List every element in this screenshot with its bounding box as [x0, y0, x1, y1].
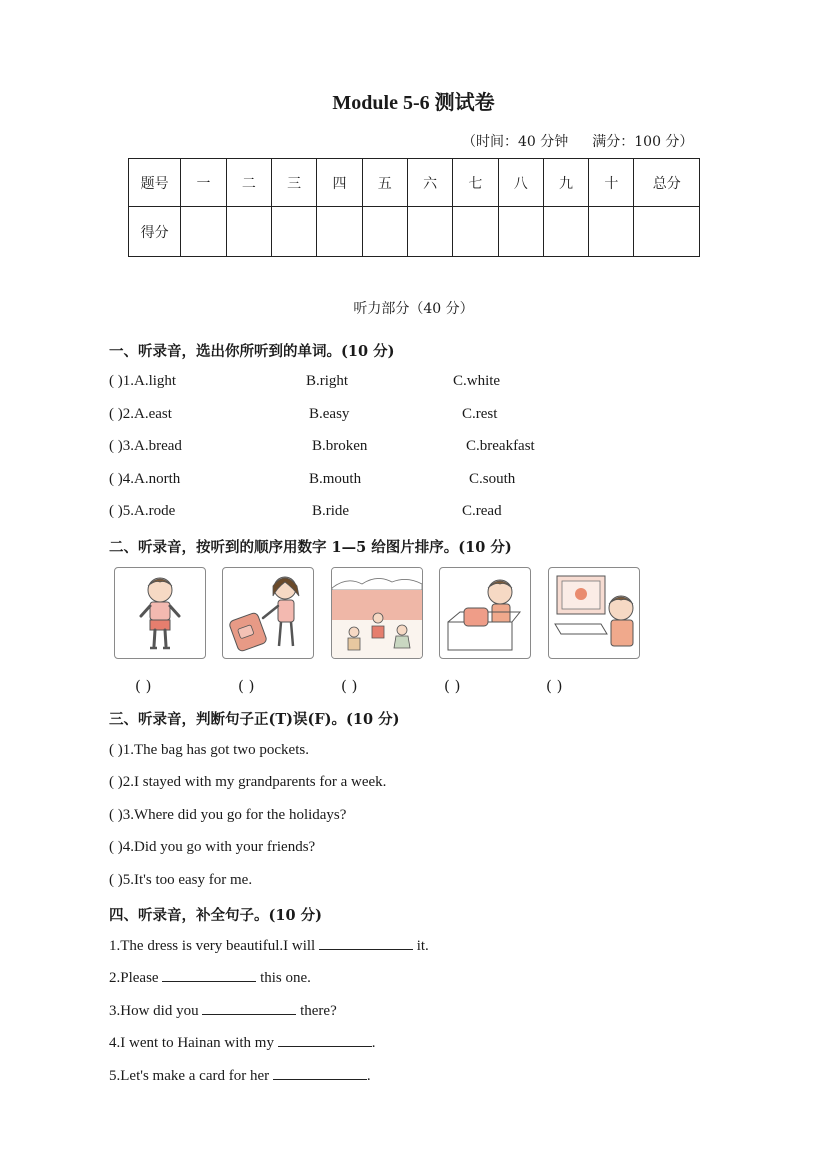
header-cell: 七 — [453, 159, 498, 207]
section2-heading: 二、听录音，按听到的顺序用数字 1—5 给图片排序。(10 分) — [109, 539, 512, 556]
score-cell[interactable] — [589, 207, 634, 257]
sentence-end: this one. — [256, 970, 311, 986]
score-table — [128, 158, 700, 257]
section1-heading: 一、听录音，选出你所听到的单词。(10 分) — [109, 343, 395, 360]
option-c: C.south — [469, 471, 516, 487]
answer-blank[interactable] — [319, 937, 413, 950]
question-row[interactable] — [109, 373, 176, 390]
boy-illustration — [115, 568, 205, 658]
question-row[interactable] — [109, 406, 172, 423]
exam-full-score: 满分：100 分） — [592, 134, 694, 150]
question-text: ( )3.A.bread — [109, 438, 182, 454]
order-blank-2[interactable]: ( ) — [238, 677, 255, 695]
score-cell[interactable] — [271, 207, 316, 257]
sentence-start: 1.The dress is very beautiful.I will — [109, 938, 319, 954]
header-cell: 九 — [543, 159, 588, 207]
option-b: B.right — [306, 373, 349, 389]
fill-sentence-1 — [109, 937, 429, 955]
sentence-start: 2.Please — [109, 970, 163, 986]
score-cell[interactable] — [498, 207, 543, 257]
option-c: C.breakfast — [466, 438, 535, 454]
sentence-start: 5.Let's make a card for her — [109, 1068, 273, 1084]
header-cell: 总分 — [634, 159, 700, 207]
tf-row[interactable]: ( )4.Did you go with your friends? — [109, 839, 316, 855]
listening-section-title: 听力部分（40 分） — [353, 301, 474, 317]
header-cell: 三 — [271, 159, 316, 207]
question-row[interactable] — [109, 471, 180, 488]
question-row[interactable] — [109, 438, 182, 455]
header-cell: 四 — [317, 159, 362, 207]
option-b: B.broken — [312, 438, 368, 454]
header-cell: 六 — [407, 159, 452, 207]
section4-heading: 四、听录音，补全句子。(10 分) — [109, 907, 322, 924]
header-cell: 二 — [226, 159, 271, 207]
option-c: C.read — [462, 503, 502, 519]
exam-meta — [462, 131, 693, 151]
section3-heading: 三、听录音，判断句子正(T)误(F)。(10 分) — [109, 711, 400, 728]
fill-sentence-5 — [109, 1067, 371, 1085]
question-text: ( )2.A.east — [109, 406, 172, 422]
question-text: ( )1.A.light — [109, 373, 177, 389]
question-row[interactable] — [109, 503, 175, 520]
packing-illustration — [440, 568, 530, 658]
order-blank-3[interactable]: ( ) — [341, 677, 358, 695]
score-cell[interactable] — [317, 207, 362, 257]
option-b: B.ride — [312, 503, 350, 519]
picture-boy-packing-bag — [439, 567, 531, 659]
picture-girl-with-suitcase — [222, 567, 314, 659]
score-cell[interactable] — [181, 207, 226, 257]
order-blank-5[interactable]: ( ) — [546, 677, 563, 695]
answer-blank[interactable] — [278, 1034, 372, 1047]
sentence-start: 3.How did you — [109, 1003, 203, 1019]
header-cell: 十 — [589, 159, 634, 207]
score-cell[interactable] — [226, 207, 271, 257]
page-title: Module 5-6 测试卷 — [332, 92, 495, 114]
fill-sentence-3 — [109, 1002, 337, 1020]
option-c: C.rest — [462, 406, 498, 422]
answer-blank[interactable] — [162, 969, 256, 982]
sentence-end: . — [371, 1035, 376, 1051]
picture-boy-in-shorts — [114, 567, 206, 659]
picture-boy-at-computer — [548, 567, 640, 659]
header-cell: 一 — [181, 159, 226, 207]
score-table-score-row — [129, 207, 700, 257]
order-blank-1[interactable]: ( ) — [135, 677, 152, 695]
header-cell: 八 — [498, 159, 543, 207]
score-cell[interactable] — [634, 207, 700, 257]
score-cell[interactable] — [453, 207, 498, 257]
order-blank-4[interactable]: ( ) — [444, 677, 461, 695]
header-cell: 题号 — [129, 159, 181, 207]
sentence-end: . — [366, 1068, 371, 1084]
header-cell: 五 — [362, 159, 407, 207]
tf-row[interactable]: ( )5.It's too easy for me. — [109, 872, 253, 888]
tf-row[interactable]: ( )1.The bag has got two pockets. — [109, 742, 309, 758]
option-b: B.easy — [309, 406, 350, 422]
answer-blank[interactable] — [273, 1067, 367, 1080]
sentence-end: there? — [296, 1003, 337, 1019]
question-text: ( )4.A.north — [109, 471, 181, 487]
computer-illustration — [549, 568, 639, 658]
score-cell[interactable] — [407, 207, 452, 257]
beach-illustration — [332, 568, 422, 658]
option-b: B.mouth — [309, 471, 362, 487]
fill-sentence-2 — [109, 969, 311, 987]
tf-row[interactable]: ( )2.I stayed with my grandparents for a week. — [109, 774, 387, 790]
option-c: C.white — [453, 373, 501, 389]
girl-illustration — [223, 568, 313, 658]
sentence-end: it. — [412, 938, 429, 954]
tf-row[interactable]: ( )3.Where did you go for the holidays? — [109, 807, 347, 823]
exam-time: （时间：40 分钟 — [462, 134, 569, 150]
score-cell[interactable] — [543, 207, 588, 257]
sentence-start: 4.I went to Hainan with my — [109, 1035, 278, 1051]
answer-blank[interactable] — [202, 1002, 296, 1015]
score-cell[interactable] — [362, 207, 407, 257]
fill-sentence-4 — [109, 1034, 375, 1052]
picture-beach-picnic — [331, 567, 423, 659]
question-text: ( )5.A.rode — [109, 503, 176, 519]
score-row-label: 得分 — [129, 207, 181, 257]
score-table-header-row — [129, 159, 700, 207]
